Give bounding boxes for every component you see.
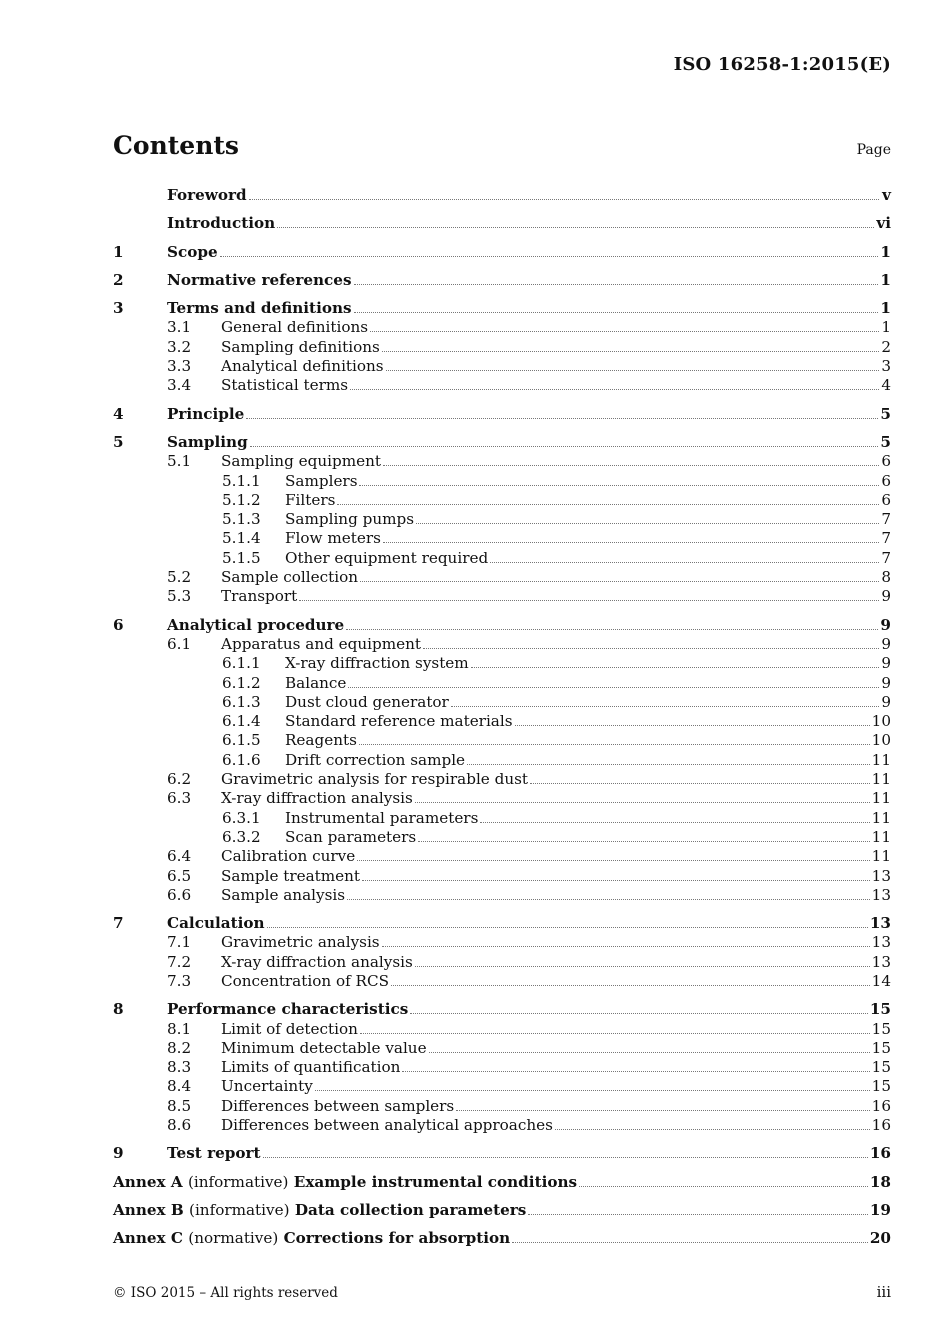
- annex-label: Annex B: [113, 1200, 184, 1219]
- toc-entry-number: 5.1.1: [222, 471, 261, 490]
- toc-leader-dots: [530, 780, 870, 784]
- toc-entry-page: 15: [871, 1058, 891, 1077]
- toc-entry-page: 16: [871, 1096, 891, 1115]
- toc-entry-page: 10: [871, 731, 891, 750]
- toc-leader-dots: [249, 196, 879, 200]
- toc-entry[interactable]: [113, 1144, 891, 1163]
- toc-entry[interactable]: [113, 472, 891, 491]
- toc-entry-number: 6.1.5: [222, 731, 261, 750]
- toc-annex-heading: [113, 1229, 510, 1248]
- toc-entry-title: Principle: [167, 404, 245, 423]
- toc-entry-page: 6: [881, 471, 891, 490]
- toc-entry-number: 8.3: [167, 1058, 192, 1077]
- page-title: Contents: [113, 131, 240, 160]
- toc-entry-title: Scope: [167, 242, 218, 261]
- toc-entry-number: 1: [113, 242, 124, 261]
- toc-entry[interactable]: [113, 914, 891, 933]
- toc-entry-title: Introduction: [167, 214, 276, 233]
- toc-entry-title: Samplers: [285, 471, 358, 490]
- toc-entry-number: 5.1.5: [222, 548, 261, 567]
- toc-leader-dots: [382, 348, 879, 352]
- toc-entry-title: Reagents: [285, 731, 357, 750]
- toc-entry-number: 3.4: [167, 376, 192, 395]
- toc-entry-number: 5: [113, 432, 124, 451]
- toc-leader-dots: [402, 1068, 869, 1072]
- toc-entry-page: 9: [881, 634, 891, 653]
- toc-entry-page: 15: [871, 1019, 891, 1038]
- toc-entry-page: v: [882, 186, 891, 204]
- toc-leader-dots: [423, 645, 879, 649]
- toc-entry-number: 5.1.3: [222, 510, 261, 529]
- toc-entry-title: Apparatus and equipment: [221, 634, 422, 653]
- toc-entry[interactable]: [113, 549, 891, 568]
- annex-kind: (informative): [187, 1172, 289, 1191]
- toc-annex-entry[interactable]: [113, 1173, 891, 1192]
- toc-annex-entry[interactable]: [113, 1201, 891, 1220]
- toc-entry-title: Transport: [221, 587, 298, 606]
- toc-entry-page: vi: [876, 214, 891, 233]
- toc-entry-page: 11: [871, 847, 891, 866]
- annex-title: Corrections for absorption: [283, 1229, 511, 1248]
- annex-label: Annex A: [113, 1172, 183, 1191]
- toc-entry-number: 3.3: [167, 357, 192, 376]
- toc-entry[interactable]: [113, 1116, 891, 1135]
- toc-leader-dots: [456, 1107, 869, 1111]
- toc-entry-page: 7: [881, 548, 891, 567]
- toc-entry[interactable]: [113, 318, 891, 337]
- annex-kind: (normative): [188, 1229, 279, 1248]
- toc-entry-title: Limit of detection: [221, 1019, 358, 1038]
- toc-leader-dots: [383, 539, 879, 543]
- toc-entry[interactable]: [113, 1000, 891, 1019]
- toc-entry[interactable]: [113, 452, 891, 471]
- toc-entry-number: 7: [113, 914, 124, 933]
- toc-entry-title: Foreword: [167, 186, 247, 204]
- toc-entry-page: 19: [869, 1200, 891, 1219]
- toc-entry-page: 9: [881, 587, 891, 606]
- toc-leader-dots: [386, 367, 879, 371]
- toc-leader-dots: [410, 1010, 868, 1014]
- toc-leader-dots: [354, 281, 879, 285]
- toc-entry-page: 5: [880, 432, 891, 451]
- toc-entry[interactable]: [113, 1058, 891, 1077]
- toc-leader-dots: [220, 253, 879, 257]
- toc-leader-dots: [490, 559, 879, 563]
- toc-entry[interactable]: [113, 972, 891, 991]
- toc-entry-title: X-ray diffraction analysis: [221, 789, 413, 808]
- document-id: ISO 16258-1:2015(E): [673, 54, 891, 75]
- toc-entry-page: 6: [881, 452, 891, 471]
- toc-entry-page: 10: [871, 712, 891, 731]
- toc-entry-page: 6: [881, 490, 891, 509]
- toc-entry-number: 6.3: [167, 789, 192, 808]
- toc-entry[interactable]: [113, 789, 891, 808]
- toc-entry-title: Test report: [167, 1144, 261, 1163]
- toc-entry-number: 6.5: [167, 866, 192, 885]
- toc-leader-dots: [471, 664, 879, 668]
- toc-entry-title: General definitions: [221, 318, 369, 337]
- toc-leader-dots: [350, 386, 879, 390]
- toc-entry-number: 6.1: [167, 634, 192, 653]
- toc-entry[interactable]: [113, 867, 891, 886]
- toc-entry-title: Standard reference materials: [285, 712, 513, 731]
- toc-entry-title: Normative references: [167, 270, 352, 289]
- toc-entry-number: 9: [113, 1144, 124, 1163]
- toc-entry-number: 6.1.1: [222, 654, 261, 673]
- toc-entry-page: 11: [871, 808, 891, 827]
- toc-entry-page: 15: [871, 1038, 891, 1057]
- toc-entry-number: 6: [113, 615, 124, 634]
- toc-entry[interactable]: [113, 635, 891, 654]
- toc-entry-title: Balance: [285, 673, 347, 692]
- toc-entry[interactable]: [113, 1020, 891, 1039]
- toc-entry[interactable]: [113, 847, 891, 866]
- toc-entry-number: 5.3: [167, 587, 192, 606]
- toc-entry-title: Differences between analytical approaches: [221, 1116, 553, 1135]
- toc-leader-dots: [354, 309, 879, 313]
- toc-leader-dots: [382, 943, 870, 947]
- annex-kind: (informative): [189, 1200, 290, 1219]
- toc-entry-title: Terms and definitions: [167, 299, 352, 318]
- toc-leader-dots: [360, 578, 879, 582]
- table-of-contents: [113, 186, 891, 1249]
- toc-entry-page: 3: [881, 357, 891, 376]
- toc-entry-title: Gravimetric analysis for respirable dust: [221, 770, 529, 789]
- toc-entry-title: Differences between samplers: [221, 1096, 455, 1115]
- toc-entry-title: Performance characteristics: [167, 1000, 409, 1019]
- toc-entry-number: 8: [113, 1000, 124, 1019]
- toc-leader-dots: [480, 819, 869, 823]
- toc-entry-title: Other equipment required: [285, 548, 489, 567]
- toc-leader-dots: [346, 626, 878, 630]
- toc-entry[interactable]: [113, 491, 891, 510]
- toc-entry-page: 13: [871, 952, 891, 971]
- toc-entry[interactable]: [113, 616, 891, 635]
- toc-entry[interactable]: [113, 751, 891, 770]
- toc-leader-dots: [250, 443, 879, 447]
- toc-entry-number: 7.2: [167, 952, 192, 971]
- toc-entry[interactable]: [113, 953, 891, 972]
- toc-leader-dots: [391, 982, 870, 986]
- toc-entry-page: 16: [869, 1144, 891, 1163]
- toc-leader-dots: [418, 838, 869, 842]
- toc-entry-title: Gravimetric analysis: [221, 933, 380, 952]
- toc-entry-title: Dust cloud generator: [285, 692, 449, 711]
- toc-entry-number: 5.1: [167, 452, 192, 471]
- toc-entry-page: 5: [880, 404, 891, 423]
- toc-entry-title: Filters: [285, 490, 336, 509]
- toc-entry[interactable]: [113, 674, 891, 693]
- toc-entry-number: 2: [113, 270, 124, 289]
- toc-entry-title: Sampling pumps: [285, 510, 415, 529]
- toc-annex-heading: [113, 1173, 577, 1192]
- toc-leader-dots: [555, 1126, 870, 1130]
- toc-entry-number: 5.1.4: [222, 529, 261, 548]
- toc-leader-dots: [360, 1030, 870, 1034]
- page-column-label: Page: [856, 142, 891, 158]
- toc-entry-title: Sampling equipment: [221, 452, 381, 471]
- toc-leader-dots: [267, 924, 868, 928]
- page-number: iii: [876, 1283, 891, 1301]
- toc-entry[interactable]: [113, 587, 891, 606]
- annex-title: Data collection parameters: [294, 1200, 527, 1219]
- toc-leader-dots: [383, 462, 879, 466]
- toc-entry-number: 6.1.2: [222, 673, 261, 692]
- toc-entry-page: 11: [871, 789, 891, 808]
- toc-leader-dots: [348, 684, 879, 688]
- toc-entry[interactable]: [113, 243, 891, 262]
- toc-entry-title: Drift correction sample: [285, 750, 466, 769]
- toc-entry-number: 4: [113, 404, 124, 423]
- toc-entry-page: 15: [869, 1000, 891, 1019]
- toc-entry-page: 11: [871, 750, 891, 769]
- toc-leader-dots: [347, 896, 870, 900]
- toc-entry-page: 7: [881, 510, 891, 529]
- toc-entry-number: 8.5: [167, 1096, 192, 1115]
- toc-entry-page: 4: [881, 376, 891, 395]
- toc-entry[interactable]: [113, 376, 891, 395]
- toc-entry-title: Flow meters: [285, 529, 381, 548]
- toc-entry-page: 14: [871, 971, 891, 990]
- toc-entry-page: 18: [869, 1172, 891, 1191]
- toc-entry-number: 8.6: [167, 1116, 192, 1135]
- toc-entry[interactable]: [113, 1039, 891, 1058]
- toc-entry-title: Sampling: [167, 432, 248, 451]
- toc-entry-number: 8.1: [167, 1019, 192, 1038]
- toc-entry-number: 5.2: [167, 568, 192, 587]
- toc-entry-number: 5.1.2: [222, 490, 261, 509]
- toc-entry-number: 3: [113, 299, 124, 318]
- toc-leader-dots: [429, 1049, 870, 1053]
- toc-entry[interactable]: [113, 433, 891, 452]
- toc-entry[interactable]: [113, 186, 891, 205]
- toc-entry-page: 15: [871, 1077, 891, 1096]
- toc-entry-title: Limits of quantification: [221, 1058, 401, 1077]
- toc-leader-dots: [415, 963, 870, 967]
- toc-entry[interactable]: [113, 510, 891, 529]
- toc-annex-heading: [113, 1201, 526, 1220]
- toc-entry-page: 13: [871, 933, 891, 952]
- toc-leader-dots: [528, 1211, 868, 1215]
- toc-entry[interactable]: [113, 214, 891, 233]
- toc-entry-number: 6.2: [167, 770, 192, 789]
- toc-entry-number: 3.2: [167, 337, 192, 356]
- toc-entry[interactable]: [113, 933, 891, 952]
- toc-entry-title: Minimum detectable value: [221, 1038, 427, 1057]
- toc-leader-dots: [515, 722, 870, 726]
- annex-title: Example instrumental conditions: [293, 1172, 578, 1191]
- toc-entry-title: Sample analysis: [221, 885, 346, 904]
- toc-entry-page: 8: [881, 568, 891, 587]
- toc-leader-dots: [416, 520, 879, 524]
- toc-entry-page: 11: [871, 827, 891, 846]
- toc-entry-page: 13: [871, 885, 891, 904]
- toc-entry-page: 1: [881, 318, 891, 337]
- toc-entry-title: Instrumental parameters: [285, 808, 479, 827]
- toc-entry[interactable]: [113, 1077, 891, 1096]
- toc-entry-number: 6.3.2: [222, 827, 261, 846]
- toc-entry[interactable]: [113, 1097, 891, 1116]
- toc-entry-title: Sample collection: [221, 568, 358, 587]
- toc-entry-page: 9: [880, 615, 891, 634]
- toc-entry[interactable]: [113, 338, 891, 357]
- toc-entry-number: 6.6: [167, 885, 192, 904]
- toc-entry-page: 11: [871, 770, 891, 789]
- toc-entry-page: 1: [880, 242, 891, 261]
- toc-entry-page: 2: [881, 337, 891, 356]
- toc-entry[interactable]: [113, 271, 891, 290]
- toc-entry-title: Calibration curve: [221, 847, 356, 866]
- toc-entry-page: 1: [880, 270, 891, 289]
- copyright-notice: © ISO 2015 – All rights reserved: [113, 1285, 338, 1301]
- toc-entry-title: Analytical definitions: [221, 357, 384, 376]
- toc-leader-dots: [337, 501, 879, 505]
- toc-entry-number: 8.4: [167, 1077, 192, 1096]
- toc-entry-page: 7: [881, 529, 891, 548]
- toc-leader-dots: [370, 328, 879, 332]
- toc-leader-dots: [357, 857, 869, 861]
- toc-entry-page: 13: [869, 914, 891, 933]
- toc-entry-number: 7.3: [167, 971, 192, 990]
- toc-entry[interactable]: [113, 405, 891, 424]
- toc-leader-dots: [467, 761, 870, 765]
- toc-entry-number: 6.1.4: [222, 712, 261, 731]
- toc-entry-number: 8.2: [167, 1038, 192, 1057]
- toc-entry-number: 7.1: [167, 933, 192, 952]
- toc-entry[interactable]: [113, 357, 891, 376]
- toc-entry[interactable]: [113, 568, 891, 587]
- toc-entry[interactable]: [113, 712, 891, 731]
- toc-entry[interactable]: [113, 809, 891, 828]
- toc-leader-dots: [359, 741, 870, 745]
- toc-entry-number: 6.3.1: [222, 808, 261, 827]
- toc-entry[interactable]: [113, 828, 891, 847]
- toc-entry[interactable]: [113, 529, 891, 548]
- toc-entry-page: 9: [881, 673, 891, 692]
- toc-entry-title: Uncertainty: [221, 1077, 313, 1096]
- toc-leader-dots: [263, 1154, 868, 1158]
- toc-leader-dots: [277, 224, 874, 228]
- toc-entry-title: Analytical procedure: [167, 615, 345, 634]
- toc-entry[interactable]: [113, 731, 891, 750]
- toc-entry[interactable]: [113, 299, 891, 318]
- toc-entry-title: Calculation: [167, 914, 265, 933]
- toc-entry-title: X-ray diffraction system: [285, 654, 469, 673]
- toc-leader-dots: [512, 1239, 868, 1243]
- toc-leader-dots: [579, 1183, 868, 1187]
- toc-entry-number: 6.1.6: [222, 750, 261, 769]
- toc-entry-title: Sampling definitions: [221, 337, 380, 356]
- toc-leader-dots: [451, 703, 879, 707]
- toc-entry-page: 1: [880, 299, 891, 318]
- toc-entry-page: 20: [869, 1229, 891, 1248]
- toc-entry-title: Statistical terms: [221, 376, 349, 395]
- toc-entry-page: 13: [871, 866, 891, 885]
- toc-leader-dots: [362, 877, 870, 881]
- toc-entry-page: 9: [881, 692, 891, 711]
- toc-leader-dots: [359, 482, 879, 486]
- toc-entry[interactable]: [113, 654, 891, 673]
- toc-entry-number: 3.1: [167, 318, 192, 337]
- toc-entry[interactable]: [113, 886, 891, 905]
- toc-leader-dots: [415, 799, 870, 803]
- annex-label: Annex C: [113, 1229, 183, 1248]
- toc-entry[interactable]: [113, 770, 891, 789]
- toc-entry-title: Sample treatment: [221, 866, 361, 885]
- toc-entry[interactable]: [113, 693, 891, 712]
- toc-leader-dots: [246, 415, 878, 419]
- toc-annex-entry[interactable]: [113, 1229, 891, 1248]
- toc-entry-title: Concentration of RCS: [221, 971, 390, 990]
- toc-leader-dots: [315, 1087, 870, 1091]
- toc-entry-title: X-ray diffraction analysis: [221, 952, 413, 971]
- toc-entry-number: 6.4: [167, 847, 192, 866]
- toc-entry-page: 16: [871, 1116, 891, 1135]
- toc-entry-title: Scan parameters: [285, 827, 417, 846]
- toc-entry-page: 9: [881, 654, 891, 673]
- toc-entry-number: 6.1.3: [222, 692, 261, 711]
- toc-leader-dots: [299, 597, 879, 601]
